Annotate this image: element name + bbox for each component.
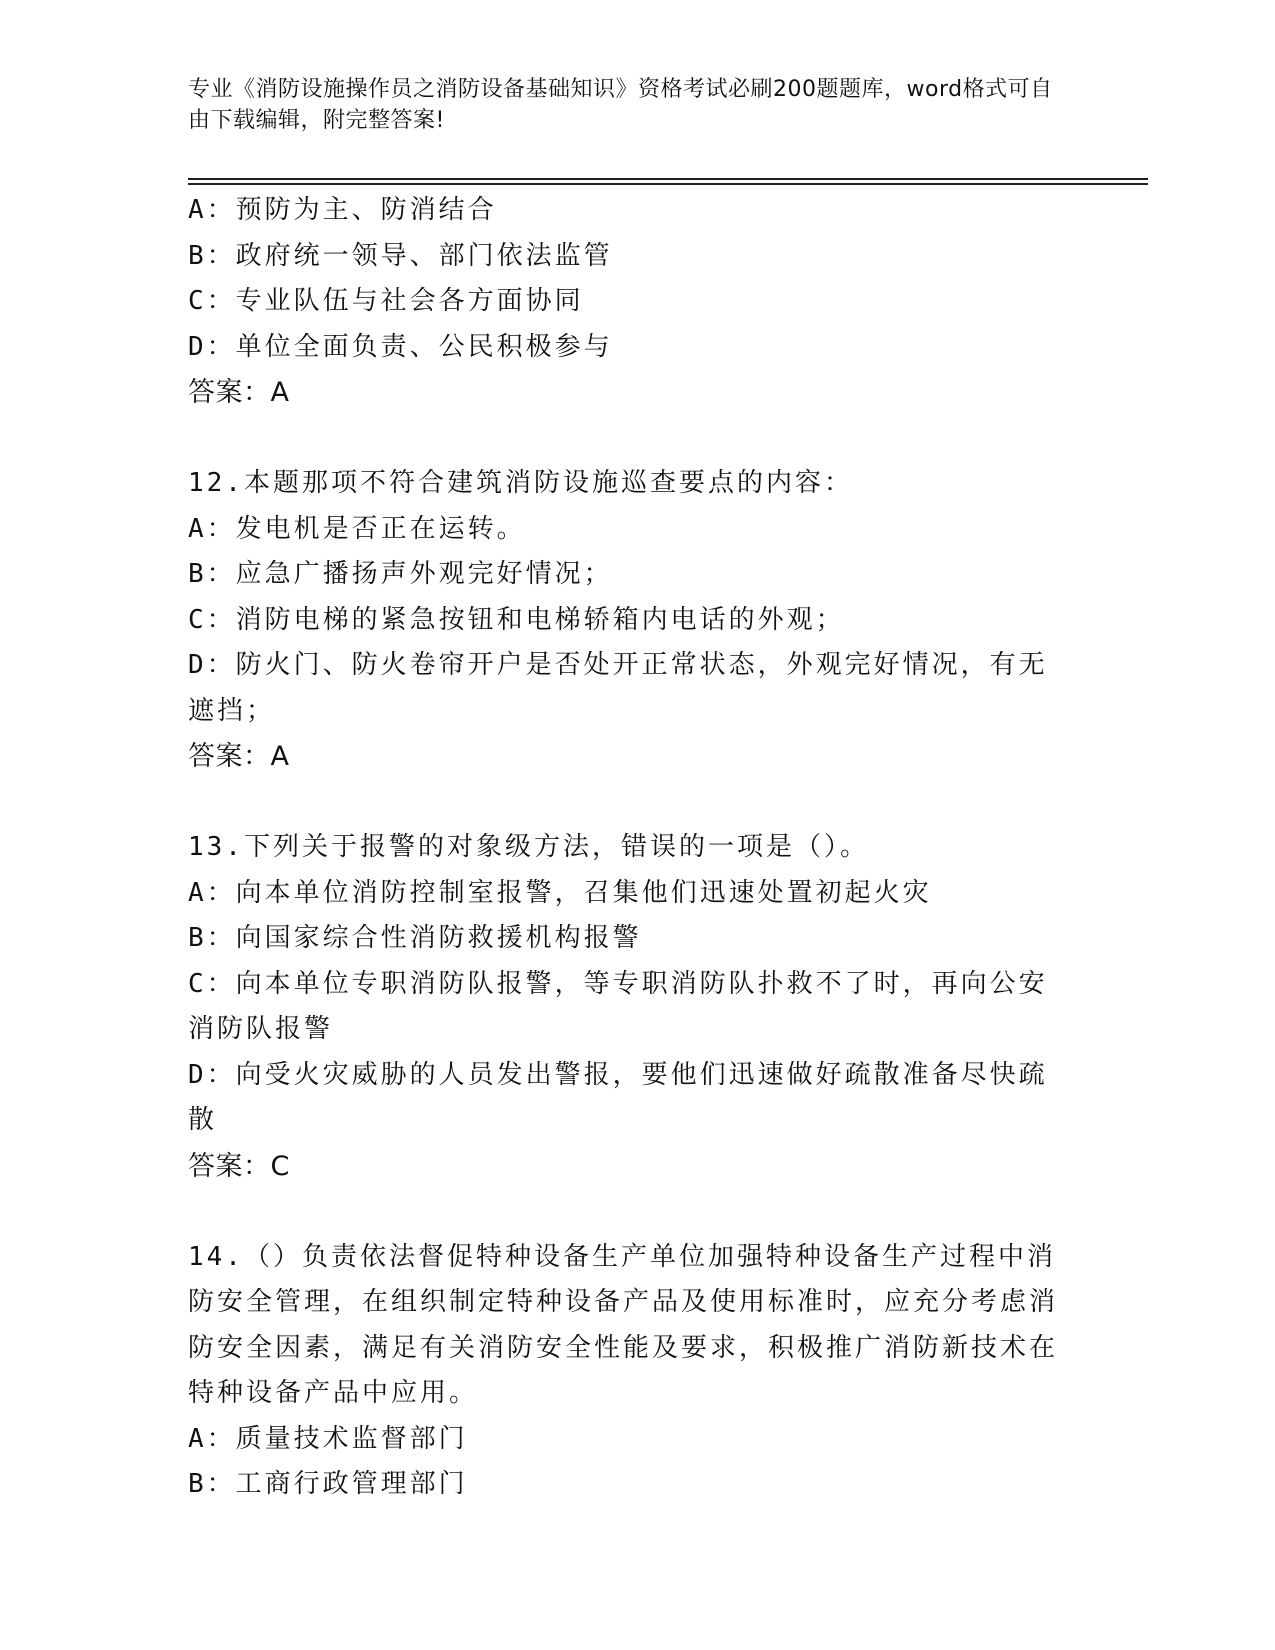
question-12 [188, 461, 1068, 780]
header-divider-bottom [188, 183, 1148, 185]
question-text: 12.本题那项不符合建筑消防设施巡查要点的内容： [188, 468, 853, 498]
option-a: A：向本单位消防控制室报警，召集他们迅速处置初起火灾 [188, 877, 932, 908]
option-b: B：政府统一领导、部门依法监管 [188, 240, 613, 271]
question-text: 13.下列关于报警的对象级方法，错误的一项是（）。 [188, 832, 869, 862]
option-b: B：向国家综合性消防救援机构报警 [188, 923, 642, 953]
question-text: 14.（）负责依法督促特种设备生产单位加强特种设备生产过程中消防安全管理，在组织制定特种设备产品及使用标准时，应充分考虑消防安全因素，满足有关消防安全性能及要求，积极推广消防新技术在特种设备产品中应用。 [188, 1241, 1059, 1408]
question-13 [188, 825, 1068, 1189]
answer: 答案：A [188, 377, 290, 408]
question-list [188, 188, 1068, 1508]
option-b: B：应急广播扬声外观完好情况； [188, 559, 613, 589]
option-d: D：防火门、防火卷帘开户是否处开正常状态，外观完好情况，有无遮挡； [188, 650, 1048, 726]
option-c: C：向本单位专职消防队报警，等专职消防队扑救不了时，再向公安消防队报警 [188, 968, 1048, 1044]
question-14 [188, 1235, 1068, 1508]
option-a: A：预防为主、防消结合 [188, 195, 497, 225]
option-d: D：单位全面负责、公民积极参与 [188, 331, 613, 362]
spacer [188, 780, 1068, 826]
header-divider-top [188, 178, 1148, 180]
option-c: C：消防电梯的紧急按钮和电梯轿箱内电话的外观； [188, 604, 845, 635]
option-d: D：向受火灾威胁的人员发出警报，要他们迅速做好疏散准备尽快疏散 [188, 1059, 1048, 1135]
option-a: A：发电机是否正在运转。 [188, 513, 526, 544]
answer: 答案：C [188, 1150, 290, 1182]
spacer [188, 1189, 1068, 1235]
question-11 [188, 188, 1068, 416]
document-header: 专业《消防设施操作员之消防设备基础知识》资格考试必刷200题题库，word格式可自由下载编辑，附完整答案! [188, 77, 1053, 133]
option-c: C：专业队伍与社会各方面协同 [188, 286, 584, 316]
option-b: B：工商行政管理部门 [188, 1469, 468, 1499]
spacer [188, 416, 1068, 462]
answer: 答案：A [188, 741, 290, 772]
option-a: A：质量技术监督部门 [188, 1423, 468, 1454]
